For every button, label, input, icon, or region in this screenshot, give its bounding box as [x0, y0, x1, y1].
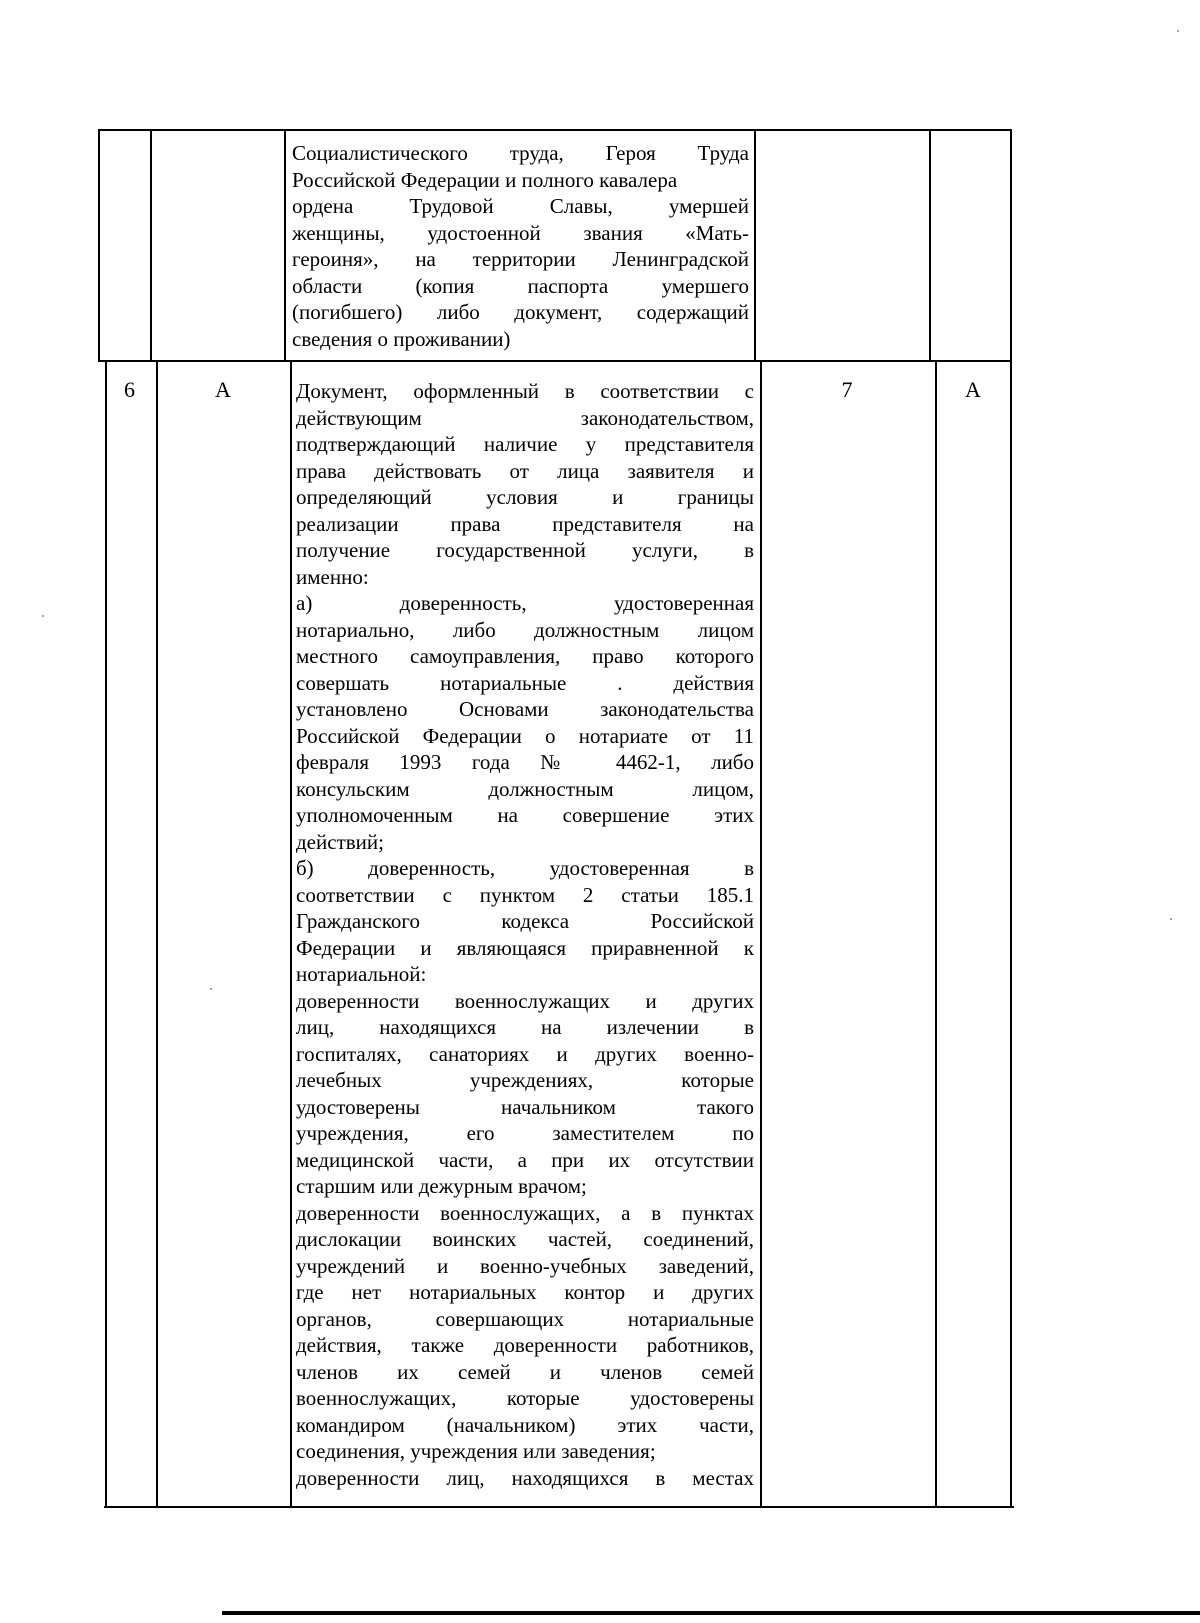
column-line-5	[929, 129, 931, 360]
text-line: органов, совершающих нотариальные	[296, 1306, 754, 1331]
text-line: военнослужащих, которые удостоверены	[296, 1386, 754, 1410]
text-line: где нет нотариальных контор и других	[296, 1280, 754, 1304]
text-line: нотариально, либо должностным лицом	[296, 617, 754, 642]
continued-row-text	[292, 140, 749, 352]
row-count: 7	[841, 377, 853, 402]
column-line-3	[284, 129, 286, 360]
text-line: лиц, находящихся на излечении в	[296, 1015, 754, 1039]
text-line: доверенности лиц, находящихся в местах	[296, 1465, 754, 1490]
row-number: 6	[124, 377, 135, 402]
text-line: Российской Федерации о нотариате от 11	[296, 723, 754, 748]
text-line: учреждений и военно-учебных заведений,	[296, 1253, 754, 1278]
column-line-2	[150, 129, 152, 360]
text-line: медицинской части, а при их отсутствии	[296, 1147, 754, 1172]
column-line-6	[1010, 129, 1012, 1507]
text-line: соединения, учреждения или заведения;	[296, 1439, 656, 1463]
text-line: членов их семей и членов семей	[296, 1359, 754, 1384]
row-divider	[98, 360, 1012, 362]
text-line: женщины, удостоенной звания «Мать-	[292, 220, 749, 245]
column-line-2b	[156, 360, 158, 1508]
text-line: дислокации воинских частей, соединений,	[296, 1227, 754, 1251]
text-line: Документ, оформленный в соответствии с	[296, 379, 754, 403]
text-line: уполномоченным на совершение этих	[296, 803, 754, 827]
text-line: нотариальной:	[296, 962, 427, 986]
text-line: действий;	[296, 829, 384, 854]
text-line: (погибшего) либо документ, содержащий	[292, 300, 749, 324]
scan-speck	[210, 988, 212, 990]
text-line: действия, также доверенности работников,	[296, 1333, 754, 1357]
text-line: получение государственной услуги, в	[296, 538, 754, 562]
text-line: Федерации и являющаяся приравненной к	[296, 935, 754, 960]
text-line: соответствии с пунктом 2 статьи 185.1	[296, 882, 754, 907]
text-line: области (копия паспорта умершего	[292, 273, 749, 298]
text-line: права действовать от лица заявителя и	[296, 458, 754, 483]
text-line: героиня», на территории Ленинградской	[292, 247, 749, 271]
text-line: учреждения, его заместителем по	[296, 1121, 754, 1145]
table-top-border	[98, 129, 1012, 131]
scan-edge-line	[222, 1611, 1200, 1615]
row-form: А	[965, 377, 981, 402]
text-line: Социалистического труда, Героя Труда	[292, 141, 749, 165]
row-6-text	[296, 378, 754, 1491]
column-line-4b	[760, 360, 762, 1508]
text-line: старшим или дежурным врачом;	[296, 1174, 587, 1198]
text-line: Гражданского кодекса Российской	[296, 909, 754, 933]
text-line: госпиталях, санаториях и других военно-	[296, 1041, 754, 1066]
text-line: именно:	[296, 564, 369, 589]
text-line: доверенности военнослужащих, а в пунктах	[296, 1200, 754, 1225]
text-line: удостоверены начальником такого	[296, 1094, 754, 1119]
column-line-3b	[290, 360, 292, 1508]
text-line: реализации права представителя на	[296, 511, 754, 536]
text-line: ордена Трудовой Славы, умершей	[292, 194, 749, 218]
scan-speck	[1170, 918, 1172, 920]
text-line: лечебных учреждениях, которые	[296, 1068, 754, 1092]
row-category: А	[215, 377, 231, 402]
column-line-1	[98, 129, 100, 360]
text-line: определяющий условия и границы	[296, 485, 754, 509]
column-line-5b	[935, 360, 937, 1508]
text-line: установлено Основами законодательства	[296, 697, 754, 721]
text-line: консульским должностным лицом,	[296, 776, 754, 801]
scan-speck	[42, 615, 44, 617]
table-bottom-border	[104, 1506, 1014, 1508]
text-line: подтверждающий наличие у представителя	[296, 432, 754, 456]
text-line: действующим законодательством,	[296, 405, 754, 430]
scan-speck	[1177, 30, 1179, 32]
text-line: доверенности военнослужащих и других	[296, 988, 754, 1013]
text-line: совершать нотариальные . действия	[296, 670, 754, 695]
text-line: Российской Федерации и полного кавалера	[292, 167, 678, 192]
text-line: сведения о проживании)	[292, 326, 511, 351]
text-line: командиром (начальником) этих части,	[296, 1412, 754, 1437]
column-line-1b	[105, 360, 107, 1508]
column-line-4	[754, 129, 756, 360]
text-line: февраля 1993 года № 4462-1, либо	[296, 750, 754, 774]
text-line: местного самоуправления, право которого	[296, 644, 754, 668]
text-line: а) доверенность, удостоверенная	[296, 591, 754, 615]
text-line: б) доверенность, удостоверенная в	[296, 856, 754, 880]
